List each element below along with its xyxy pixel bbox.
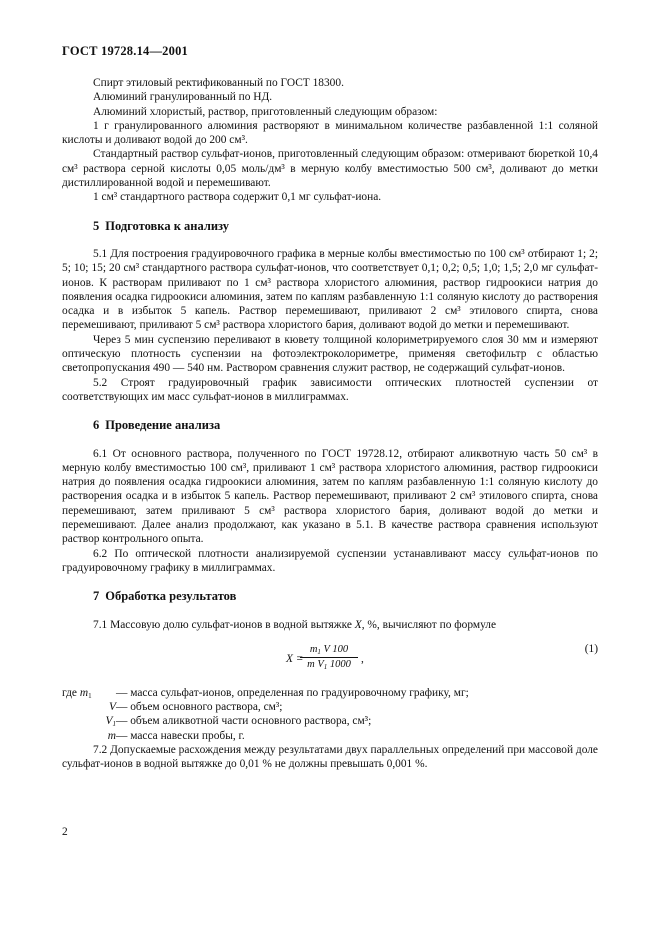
paragraph: 6.2 По оптической плотности анализируемой суспензии устанавливают массу сульфат-ионов по градуировочному графику в миллиграммах. bbox=[62, 547, 598, 574]
document-body bbox=[62, 76, 598, 772]
definition-symbol: $V_1$ bbox=[105, 715, 116, 729]
formula-fraction bbox=[300, 644, 358, 671]
definition-row bbox=[62, 714, 598, 728]
section-title: Подготовка к анализу bbox=[105, 218, 230, 233]
definition-symbol: m bbox=[107, 729, 116, 742]
definition-text: — масса сульфат-ионов, определенная по градуировочному графику, мг; bbox=[116, 686, 469, 699]
paragraph: Алюминий гранулированный по НД. bbox=[93, 91, 273, 104]
definition-symbol: V bbox=[109, 701, 116, 714]
section-heading-5 bbox=[62, 219, 598, 233]
formula-denominator: m $V_1$ 1000 bbox=[307, 658, 351, 671]
definition-row bbox=[62, 686, 598, 700]
fraction-bar bbox=[300, 657, 358, 658]
paragraph: 1 г гранулированного алюминия растворяют в минимальном количестве разбавленной 1:1 соляной кислоты и доливают водой до 200 см³. bbox=[62, 119, 598, 147]
paragraph: 1 см³ стандартного раствора содержит 0,1 мг сульфат-иона. bbox=[93, 191, 382, 204]
definition-row bbox=[62, 700, 598, 714]
formula-lhs: X = bbox=[286, 652, 304, 665]
section-number: 5 bbox=[93, 218, 100, 233]
formula bbox=[62, 642, 598, 676]
definition-text: — объем основного раствора, см³; bbox=[116, 701, 283, 714]
definition-text: — масса навески пробы, г. bbox=[116, 729, 245, 742]
paragraph: Через 5 мин суспензию переливают в кювету толщиной колориметрируемого слоя 30 мм и измеряют оптическую плотность суспензии на фотоэлектроколориметре, применяя светофильтр с областью светопропускания 490 — 540 нм. Раствором сравнения служит раствор, не содержащий сульфат-ионов. bbox=[62, 333, 598, 375]
formula-number: (1) bbox=[584, 642, 598, 655]
paragraph: 6.1 От основного раствора, полученного по ГОСТ 19728.12, отбирают аликвотную часть 50 см³ в мерную колбу вместимостью 100 см³, приливают 1 см³ раствора хлористого алюминия, раствор гидроокиси натрия до появления осадка гидроокиси алюминия, затем по каплям разбавленную 1:1 соляную кислоту до растворения осадка и в избыток 5 капель. Раствор перемешивают, приливают 2 см³ этилового спирта, снова перемешивают, затем приливают 5 см³ раствора хлористого бария, доливают водой до метки и перемешивают. Далее анализ продолжают, как указано в 5.1. В качестве раствора сравнения используют раствор контрольного опыта. bbox=[62, 447, 598, 546]
paragraph: 5.2 Строят градуировочный график зависимости оптических плотностей суспензии от соответствующих им масс сульфат-ионов в миллиграммах. bbox=[62, 376, 598, 403]
definition-text: — объем аликвотной части основного раствора, см³; bbox=[116, 715, 372, 728]
section-title: Обработка результатов bbox=[105, 589, 237, 604]
paragraph: Стандартный раствор сульфат-ионов, приготовленный следующим образом: отмеривают бюреткой 10,4 см³ раствора серной кислоты 0,05 моль/дм³ в мерную колбу вместимостью 500 см³, доливают до метки дистиллированной водой и перемешивают. bbox=[62, 148, 598, 190]
page-number: 2 bbox=[62, 826, 68, 838]
document-header: ГОСТ 19728.14—2001 bbox=[62, 44, 188, 58]
section-title: Проведение анализа bbox=[105, 418, 221, 433]
where-label: где $m_1$ bbox=[62, 686, 92, 700]
section-number: 6 bbox=[93, 418, 100, 433]
paragraph: Алюминий хлористый, раствор, приготовленный следующим образом: bbox=[93, 105, 438, 118]
formula-numerator: $m_1$ V 100 bbox=[309, 643, 349, 656]
paragraph: 7.2 Допускаемые расхождения между результатами двух параллельных определений при массовой доле сульфат-ионов в водной вытяжке до 0,01 % не должны превышать 0,001 %. bbox=[62, 743, 598, 771]
definition-row bbox=[62, 729, 598, 743]
section-heading-6 bbox=[62, 418, 598, 432]
section-number: 7 bbox=[93, 589, 100, 604]
section-heading-7 bbox=[62, 589, 598, 603]
paragraph: Спирт этиловый ректификованный по ГОСТ 18300. bbox=[93, 77, 344, 89]
paragraph: 5.1 Для построения градуировочного графика в мерные колбы вместимостью по 100 см³ отбирают 1; 2; 5; 10; 15; 20 см³ стандартного раствора сульфат-ионов, что соответствует 0,1; 0,2; 0,5; 1,0; 1,5; 2,0 мг сульфат-ионов. К растворам приливают по 1 см³ раствора хлористого алюминия, раствор гидроокиси натрия до появления осадка гидроокиси алюминия, затем по каплям разбавленную 1:1 соляную кислоту до растворения осадка и в избыток 5 капель. Раствор перемешивают, приливают 2 см³ этилового спирта, снова перемешивают, приливают 5 см³ раствора хлористого бария, доливают водой до метки и перемешивают. bbox=[62, 247, 598, 332]
paragraph: 7.1 Массовую долю сульфат-ионов в водной вытяжке X, %, вычисляют по формуле bbox=[93, 618, 496, 631]
formula-tail: , bbox=[361, 652, 364, 665]
